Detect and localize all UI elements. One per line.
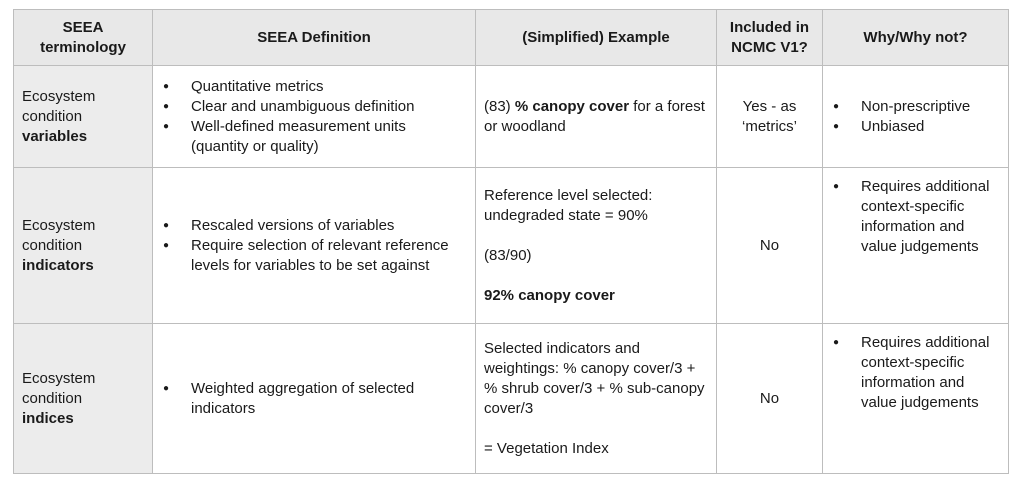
header-definition: SEEA Definition	[153, 10, 476, 66]
why-bullet: ● Requires additional context-specific information and value judgements	[831, 333, 1000, 413]
seea-comparison-table	[13, 9, 1009, 474]
included-cell: No	[717, 324, 823, 474]
header-terminology: SEEA terminology	[14, 10, 153, 66]
header-included: Included in NCMC V1?	[717, 10, 823, 66]
table-row-indicators	[14, 168, 1009, 324]
why-cell	[823, 66, 1009, 168]
example-result: 92% canopy cover	[484, 286, 615, 304]
example-cell	[476, 324, 717, 474]
included-cell: No	[717, 168, 823, 324]
definition-cell	[153, 324, 476, 474]
header-why: Why/Why not?	[823, 10, 1009, 66]
term-prefix: Ecosystem condition	[22, 87, 96, 125]
why-bullet: ● Requires additional context-specific information and value judgements	[831, 177, 1000, 257]
table-row-variables	[14, 66, 1009, 168]
definition-bullet: ● Clear and unambiguous definition	[161, 97, 467, 117]
header-row	[14, 10, 1009, 66]
why-cell	[823, 324, 1009, 474]
included-cell: Yes - as ‘metrics’	[717, 66, 823, 168]
why-bullet: ● Unbiased	[831, 117, 1000, 137]
example-line: Selected indicators and weightings: % canopy cover/3 + % shrub cover/3 + % sub-canopy cover/3	[484, 339, 705, 417]
definition-cell	[153, 66, 476, 168]
term-prefix: Ecosystem condition	[22, 216, 96, 254]
term-keyword: indicators	[22, 256, 94, 274]
example-cell	[476, 168, 717, 324]
example-line: Reference level selected: undegraded state = 90%	[484, 186, 653, 224]
example-line: (83/90)	[484, 246, 532, 264]
example-cell	[476, 66, 717, 168]
header-example: (Simplified) Example	[476, 10, 717, 66]
definition-bullet: ● Well-defined measurement units (quantity or quality)	[161, 117, 467, 157]
term-keyword: variables	[22, 127, 88, 145]
term-keyword: indices	[22, 409, 74, 427]
term-cell	[14, 324, 153, 474]
example-line: = Vegetation Index	[484, 439, 609, 457]
table-row-indices	[14, 324, 1009, 474]
definition-bullet: ● Require selection of relevant reference levels for variables to be set against	[161, 236, 467, 276]
definition-bullet: ● Quantitative metrics	[161, 77, 467, 97]
definition-bullet: ● Weighted aggregation of selected indicators	[161, 379, 467, 419]
term-cell	[14, 168, 153, 324]
why-bullet: ● Non-prescriptive	[831, 97, 1000, 117]
example-suffix: for a forest or woodland	[484, 97, 705, 135]
example-bold: % canopy cover	[514, 97, 630, 115]
term-cell	[14, 66, 153, 168]
definition-bullet: ● Rescaled versions of variables	[161, 216, 467, 236]
definition-cell	[153, 168, 476, 324]
example-prefix: (83)	[484, 97, 515, 115]
why-cell	[823, 168, 1009, 324]
term-prefix: Ecosystem condition	[22, 369, 96, 407]
